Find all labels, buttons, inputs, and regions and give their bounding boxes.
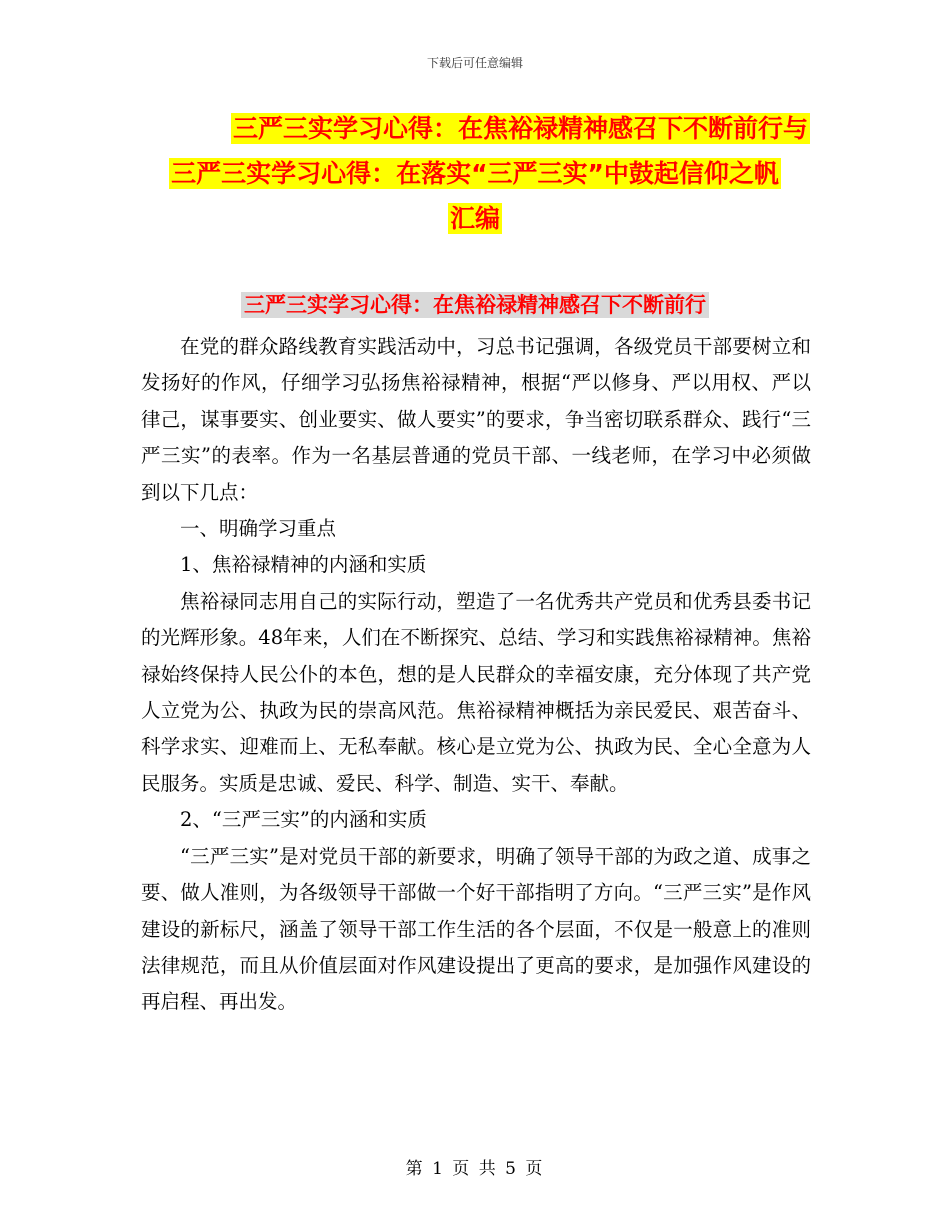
page-number: 第 1 页 共 5 页 — [405, 1159, 545, 1179]
page-header-note: 下载后可任意编辑 — [426, 56, 523, 70]
paragraph-subheading: 1、焦裕禄精神的内涵和实质 — [180, 553, 427, 577]
document-title — [140, 106, 810, 241]
paragraph-subheading: 2、“三严三实”的内涵和实质 — [180, 808, 427, 832]
title-line-1: 三严三实学习心得：在焦裕禄精神感召下不断前行与 — [232, 114, 808, 143]
title-line-3: 汇编 — [449, 204, 500, 233]
paragraph: “三严三实”是对党员干部的新要求，明确了领导干部的为政之道、成事之要、做人准则，为各级领导干部做一个好干部指明了方向。“三严三实”是作风建设的新标尺，涵盖了领导干部工作生活的各个层面，不仅是一般意上的准则法律规范，而且从价值层面对作风建设提出了更高的要求，是加强作风建设的再启程、再出发。 — [141, 844, 811, 1014]
paragraph-heading: 一、明确学习重点 — [180, 517, 337, 541]
body-text — [141, 329, 811, 1021]
paragraph: 在党的群众路线教育实践活动中，习总书记强调，各级党员干部要树立和发扬好的作风，仔细学习弘扬焦裕禄精神，根据“严以修身、严以用权、严以律己，谋事要实、创业要实、做人要实”的要求，争当密切联系群众、践行“三严三实”的表率。作为一名基层普通的党员干部、一线老师，在学习中必须做到以下几点： — [141, 335, 811, 504]
title-line-2: 三严三实学习心得：在落实“三严三实”中鼓起信仰之帆 — [171, 159, 779, 188]
section-title: 三严三实学习心得：在焦裕禄精神感召下不断前行 — [140, 288, 810, 322]
paragraph: 焦裕禄同志用自己的实际行动，塑造了一名优秀共产党员和优秀县委书记的光辉形象。48年来，人们在不断探究、总结、学习和实践焦裕禄精神。焦裕禄始终保持人民公仆的本色，想的是人民群众的幸福安康，充分体现了共产党人立党为公、执政为民的崇高风范。焦裕禄精神概括为亲民爱民、艰苦奋斗、科学求实、迎难而上、无私奉献。核心是立党为公、执政为民、全心全意为人民服务。实质是忠诚、爱民、科学、制造、实干、奉献。 — [141, 589, 811, 795]
